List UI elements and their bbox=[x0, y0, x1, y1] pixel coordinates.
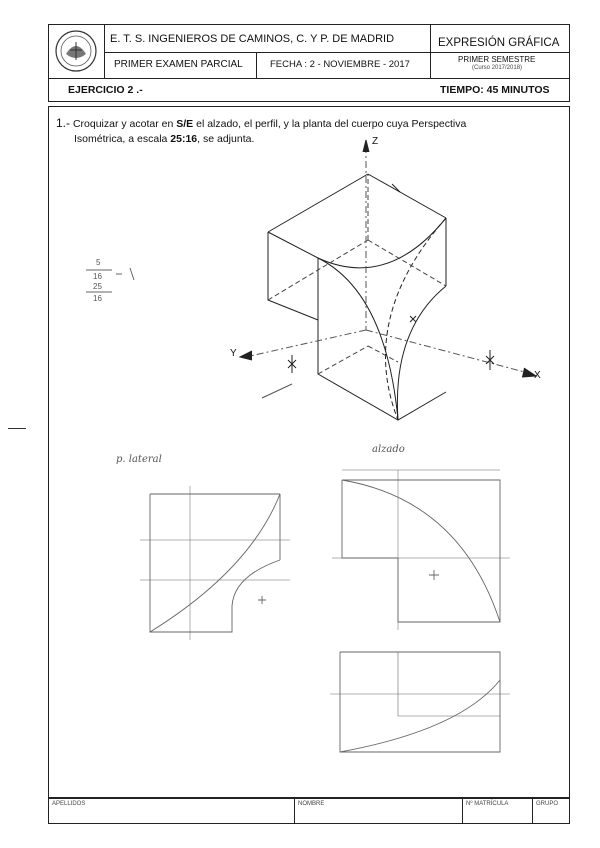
exam-title: PRIMER EXAMEN PARCIAL bbox=[114, 59, 243, 70]
exercise-title: EJERCICIO 2 .- bbox=[68, 84, 143, 96]
profile-view-sketch bbox=[140, 486, 290, 640]
statement-part-b: S/E bbox=[176, 118, 194, 130]
course: (Curso 2017/2018) bbox=[472, 65, 523, 71]
profile-view-label: p. lateral bbox=[116, 454, 162, 465]
elevation-view-label: alzado bbox=[372, 444, 405, 455]
statement-part-f: , se adjunta. bbox=[197, 133, 255, 145]
exam-date: FECHA : 2 - NOVIEMBRE - 2017 bbox=[270, 59, 410, 70]
plan-view-sketch bbox=[330, 652, 510, 752]
elevation-view-sketch bbox=[332, 470, 510, 630]
statement-part-e: 25:16 bbox=[170, 133, 198, 145]
statement-part-d: Isométrica, a escala bbox=[74, 133, 168, 145]
scale-note-denominator: 16 bbox=[93, 294, 102, 303]
surnames-field-label: APELLIDOS bbox=[52, 801, 86, 807]
institution-title: E. T. S. INGENIEROS DE CAMINOS, C. Y P. DE MADRID bbox=[110, 33, 395, 45]
x-axis-label: X bbox=[534, 370, 541, 381]
isometric-solid bbox=[268, 174, 446, 420]
scale-note-bottom: 25 bbox=[93, 282, 102, 291]
semester: PRIMER SEMESTRE bbox=[458, 55, 536, 64]
scale-note-top: 5 bbox=[96, 258, 101, 267]
z-axis-label: Z bbox=[372, 136, 379, 147]
subject-title: EXPRESIÓN GRÁFICA bbox=[438, 37, 560, 49]
group-field-label: GRUPO bbox=[536, 801, 559, 807]
exercise-number: 1.- bbox=[56, 116, 71, 130]
time-limit: TIEMPO: 45 MINUTOS bbox=[440, 84, 550, 96]
y-axis-label: Y bbox=[230, 348, 237, 359]
statement-part-c: el alzado, el perfil, y la planta del cuerpo cuya Perspectiva bbox=[196, 118, 467, 130]
scale-note-mid: 16 bbox=[93, 272, 102, 281]
isometric-axes bbox=[250, 146, 532, 374]
name-field-label: NOMBRE bbox=[298, 801, 325, 807]
enrollment-field-label: Nº MATRÍCULA bbox=[466, 801, 509, 807]
statement-part-a: Croquizar y acotar en bbox=[72, 118, 174, 130]
